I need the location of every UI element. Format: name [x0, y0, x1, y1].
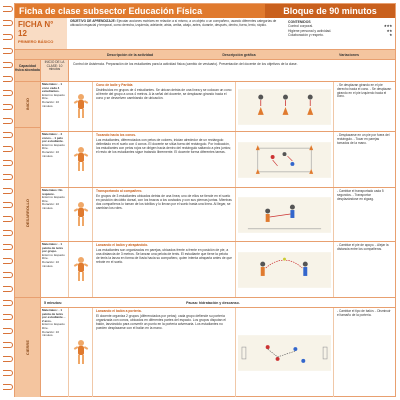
- activity-row: [41, 82, 395, 132]
- activity-variants: - Se desplazan girando en el pie derecho hacia el cono. - Se desplazan girando en el pie izquierdo hacia el cono.: [333, 82, 395, 131]
- activity-area: [41, 60, 395, 397]
- activity-row: [41, 308, 395, 397]
- inicio-text: Control de Asistencia. Preparación de los estudiantes para la actividad física (cambio de vestuario). Presentación del docente de los objetivos de la clase.: [73, 62, 298, 66]
- activity-row: [41, 242, 395, 298]
- contents-label: CONTENIDOS: [288, 20, 311, 24]
- activity-description: Lanzando el balón a portería. El docente organiza 2 grupos (diferenciados por petos); cada grupo defiende su portería organizada con conos, ubicados en diferentes partes del espacio. Los grupos disputan el balón, lanzándolo para convertir un punto en la portería adversaria. Los estudiantes no pueden desplazarse con el balón en la mano.: [93, 308, 235, 397]
- activity-meta: Materiales: - 4 conos. - 1 pelo por estudiante. Entorno: Espacio libre. Duración: 10 minutos.: [41, 132, 69, 187]
- sheet-header: [15, 4, 395, 18]
- activity-description: Transportando al compañero. En grupos de 3 estudiantes ubicados detrás de una línea; uno de ellos se tiende en el suelo en posición decúbito dorsal, con los brazos a los costados y con sus piernas juntas. Mientras dos compañeros lo toman de los tobillos y lo llevan por el suelo hasta una línea. Al llegar, se cambian los roles.: [96, 189, 232, 210]
- activity-title: Tocando hacia los conos.: [96, 133, 137, 137]
- stars-rating: ★★★: [383, 24, 392, 29]
- phase-desarrollo: DESARROLLO: [15, 128, 40, 298]
- activity-description: Tocando hacia los conos. Los estudiantes, diferenciados con petos de colores, inician alrededor de un rectángulo delimitado en el suelo con 4 conos. El docente se sitúa fuera del rectángulo. Por indicación, los estudiantes con petos rojos se dirigen hacia dentro del rectángulo saltando a pies juntos; el resto de los estudiantes sigue tratando libremente. El docente forma diferentes tareas.: [96, 133, 231, 154]
- activity-title: Lanzando el balón y atrapándolo.: [96, 243, 149, 247]
- objective: [67, 18, 285, 49]
- inicio-label: INICIO DE LA CLASE: 10 minutos: [41, 60, 69, 81]
- content-item: Control corporal. ★★★: [288, 24, 392, 29]
- contents: [285, 18, 395, 49]
- sheet-body: [15, 60, 395, 397]
- objective-label: OBJETIVO DE APRENDIZAJE:: [70, 19, 116, 23]
- child-illustration: [69, 308, 93, 397]
- block-duration: Bloque de 90 minutos: [265, 4, 395, 18]
- activity-diagram: [235, 188, 333, 241]
- activity-diagram: [235, 132, 333, 187]
- activity-meta: Materiales: - 1 pelota de tenis por estudiante. - 2 aros. Entorno: Espacio libre. Duración: 10 minutos.: [41, 308, 69, 397]
- info-band: [15, 18, 395, 50]
- activity-meta: Materiales: No requiere. Entorno: Espacio libre. Duración: 10 minutos.: [41, 188, 69, 241]
- activity-row: [41, 132, 395, 188]
- activity-title: Cono de baile y Partida: [96, 83, 133, 87]
- objective-text: Ejecutar acciones motrices en relación a sí mismo, a un objeto o un compañero, usando diferentes categorías de ubicación espacial y temporal, como derecha, izquierda, adelante, atrás, arriba, abajo, antes, durante, después, dentro, fuera, lento, rápido.: [70, 19, 277, 27]
- activity-variants: - Cambiar el tipo de balón. - Disminuir el tamaño de la portería.: [333, 308, 395, 397]
- activity-title: Transportando al compañero.: [96, 189, 143, 193]
- activity-variants: - Desplazarse en un pie por fuera del rectángulo. - Tocar en parejas tomados de la mano.: [333, 132, 395, 187]
- col-variants: Variaciones: [339, 52, 359, 57]
- inicio-row: [41, 60, 395, 82]
- column-headers: [15, 50, 395, 60]
- col-graphic: Descripción gráfica: [222, 52, 256, 57]
- activity-variants: - Cambiar el transportado cada 5 segundos. - Transportar desplazándose en zigzag.: [333, 188, 395, 241]
- activity-variants: - Cambiar el pie de apoyo. - Alejar la distancia entre los compañeros.: [333, 242, 395, 297]
- lesson-sheet: [14, 3, 396, 397]
- child-illustration: [69, 82, 93, 131]
- activity-meta: Materiales: - 1 pelota de tenis por grupo. Entorno: Espacio libre. Duración: 10 minutos.: [41, 242, 69, 297]
- phase-cierre: CIERRE: [25, 339, 30, 356]
- ficha-level: PRIMERO BÁSICO: [18, 39, 54, 44]
- pause-time: 5 minutos:: [44, 300, 63, 305]
- sheet-title: Ficha de clase subsector Educación Física: [15, 4, 265, 18]
- activity-title: Lanzando el balón a portería.: [96, 309, 142, 313]
- content-item: Colaboración y respeto. ★: [288, 33, 392, 38]
- pause-row: [41, 298, 395, 308]
- spiral-binding: [0, 0, 13, 400]
- side-caption: Capacidad física abordada: [15, 60, 40, 82]
- activity-description: Lanzando el balón y atrapándolo. Los estudiantes son organizados en parejas, ubicados frente a frente en posición de pie, a una distancia de 3 metros. Se lanzan una pelota de tenis. El estudiante que tiene la pelota de tenis la lanza en forma de lluvia hacia su compañero, quien intenta atraparla antes de que rebote en el suelo.: [96, 243, 232, 264]
- activity-diagram: [235, 242, 333, 297]
- activity-diagram: [235, 308, 333, 397]
- stars-rating: ★: [389, 33, 392, 38]
- phase-inicio: INICIO: [15, 82, 40, 128]
- ficha-box: [15, 18, 67, 49]
- activity-row: [41, 188, 395, 242]
- activity-meta: Materiales: - 1 cono cada 4 estudiantes. Entorno: Espacio libre. Duración: 10 minutos.: [41, 82, 69, 131]
- content-item: Higiene personal y actividad. ★★: [288, 28, 392, 33]
- col-description: Descripción de la actividad: [106, 52, 154, 57]
- ficha-number: FICHA N° 12: [18, 20, 54, 38]
- child-illustration: [69, 132, 93, 187]
- activity-description: Cono de baile y Partida Distribuidos en grupos de 4 estudiantes. Se ubican detrás de una línea y se colocan un cono al frente del grupo a unos 4 metros. A la señal del docente, se desplazan girando hacia el cono y se devuelven cambiando de ubicación.: [96, 83, 232, 100]
- stars-rating: ★★: [386, 28, 392, 33]
- child-illustration: [69, 188, 93, 241]
- child-illustration: [69, 242, 93, 297]
- pause-text: Pausa: hidratación y descanso.: [186, 300, 240, 305]
- phase-sidebar: [15, 60, 41, 397]
- activity-diagram: [235, 82, 333, 131]
